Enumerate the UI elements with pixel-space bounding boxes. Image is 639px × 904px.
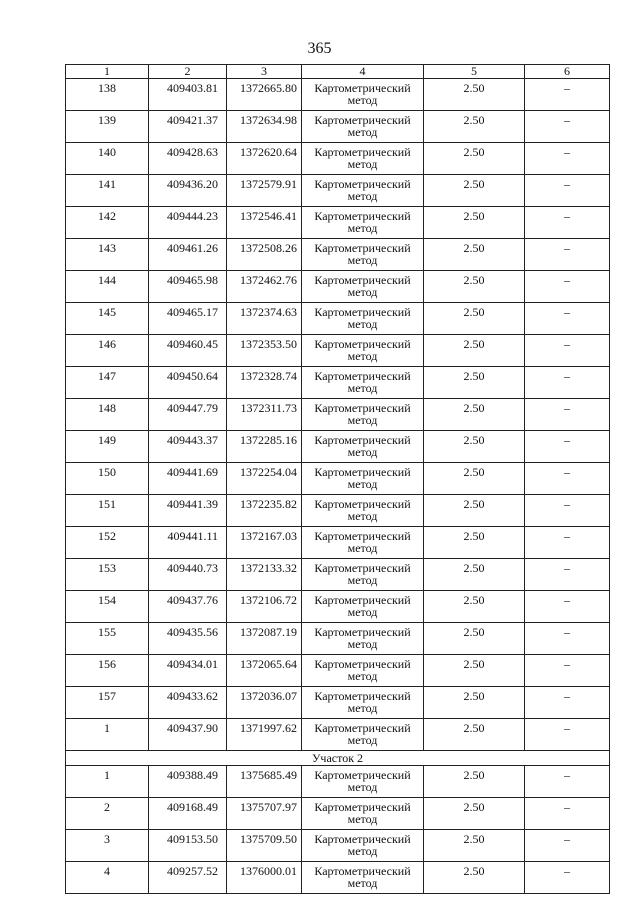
x-coordinate-cell: 409168.49	[149, 798, 227, 830]
table-row	[66, 463, 610, 495]
note-cell: –	[525, 623, 610, 655]
accuracy-cell: 2.50	[424, 111, 525, 143]
x-coordinate-cell: 409437.76	[149, 591, 227, 623]
point-number-cell: 153	[66, 559, 149, 591]
method-cell: Картометрический метод	[302, 862, 424, 894]
method-cell: Картометрический метод	[302, 335, 424, 367]
x-coordinate-cell: 409153.50	[149, 830, 227, 862]
table-row	[66, 399, 610, 431]
table-row	[66, 143, 610, 175]
column-header: 3	[227, 65, 302, 79]
method-cell: Картометрический метод	[302, 463, 424, 495]
method-cell: Картометрический метод	[302, 687, 424, 719]
point-number-cell: 157	[66, 687, 149, 719]
point-number-cell: 154	[66, 591, 149, 623]
y-coordinate-cell: 1372036.07	[227, 687, 302, 719]
table-row	[66, 303, 610, 335]
table-row	[66, 623, 610, 655]
point-number-cell: 139	[66, 111, 149, 143]
note-cell: –	[525, 367, 610, 399]
point-number-cell: 4	[66, 862, 149, 894]
table-header-row	[66, 65, 610, 79]
method-cell: Картометрический метод	[302, 111, 424, 143]
method-cell: Картометрический метод	[302, 207, 424, 239]
x-coordinate-cell: 409433.62	[149, 687, 227, 719]
note-cell: –	[525, 175, 610, 207]
point-number-cell: 150	[66, 463, 149, 495]
point-number-cell: 155	[66, 623, 149, 655]
x-coordinate-cell: 409441.39	[149, 495, 227, 527]
x-coordinate-cell: 409447.79	[149, 399, 227, 431]
note-cell: –	[525, 399, 610, 431]
note-cell: –	[525, 335, 610, 367]
accuracy-cell: 2.50	[424, 335, 525, 367]
accuracy-cell: 2.50	[424, 655, 525, 687]
method-cell: Картометрический метод	[302, 559, 424, 591]
table-row	[66, 111, 610, 143]
method-cell: Картометрический метод	[302, 527, 424, 559]
method-cell: Картометрический метод	[302, 399, 424, 431]
method-cell: Картометрический метод	[302, 367, 424, 399]
coordinates-table	[65, 64, 610, 894]
table-row	[66, 719, 610, 751]
table-row	[66, 335, 610, 367]
x-coordinate-cell: 409443.37	[149, 431, 227, 463]
accuracy-cell: 2.50	[424, 830, 525, 862]
x-coordinate-cell: 409435.56	[149, 623, 227, 655]
y-coordinate-cell: 1375707.97	[227, 798, 302, 830]
y-coordinate-cell: 1372634.98	[227, 111, 302, 143]
note-cell: –	[525, 271, 610, 303]
point-number-cell: 1	[66, 719, 149, 751]
point-number-cell: 147	[66, 367, 149, 399]
point-number-cell: 2	[66, 798, 149, 830]
note-cell: –	[525, 463, 610, 495]
table-row	[66, 591, 610, 623]
method-cell: Картометрический метод	[302, 623, 424, 655]
note-cell: –	[525, 527, 610, 559]
x-coordinate-cell: 409450.64	[149, 367, 227, 399]
x-coordinate-cell: 409461.26	[149, 239, 227, 271]
method-cell: Картометрический метод	[302, 591, 424, 623]
column-header: 2	[149, 65, 227, 79]
table-row	[66, 559, 610, 591]
accuracy-cell: 2.50	[424, 399, 525, 431]
method-cell: Картометрический метод	[302, 271, 424, 303]
point-number-cell: 146	[66, 335, 149, 367]
section-label: Участок 2	[66, 751, 610, 766]
accuracy-cell: 2.50	[424, 463, 525, 495]
column-header: 5	[424, 65, 525, 79]
accuracy-cell: 2.50	[424, 719, 525, 751]
y-coordinate-cell: 1372665.80	[227, 79, 302, 111]
method-cell: Картометрический метод	[302, 798, 424, 830]
note-cell: –	[525, 303, 610, 335]
y-coordinate-cell: 1372065.64	[227, 655, 302, 687]
method-cell: Картометрический метод	[302, 239, 424, 271]
table-row	[66, 798, 610, 830]
method-cell: Картометрический метод	[302, 79, 424, 111]
accuracy-cell: 2.50	[424, 495, 525, 527]
y-coordinate-cell: 1372133.32	[227, 559, 302, 591]
y-coordinate-cell: 1372087.19	[227, 623, 302, 655]
table-row	[66, 527, 610, 559]
accuracy-cell: 2.50	[424, 367, 525, 399]
y-coordinate-cell: 1372235.82	[227, 495, 302, 527]
note-cell: –	[525, 862, 610, 894]
x-coordinate-cell: 409441.69	[149, 463, 227, 495]
point-number-cell: 141	[66, 175, 149, 207]
column-header: 4	[302, 65, 424, 79]
x-coordinate-cell: 409403.81	[149, 79, 227, 111]
x-coordinate-cell: 409465.17	[149, 303, 227, 335]
y-coordinate-cell: 1372311.73	[227, 399, 302, 431]
x-coordinate-cell: 409421.37	[149, 111, 227, 143]
accuracy-cell: 2.50	[424, 591, 525, 623]
page-number: 365	[307, 40, 332, 57]
x-coordinate-cell: 409434.01	[149, 655, 227, 687]
note-cell: –	[525, 591, 610, 623]
x-coordinate-cell: 409440.73	[149, 559, 227, 591]
method-cell: Картометрический метод	[302, 766, 424, 798]
point-number-cell: 151	[66, 495, 149, 527]
accuracy-cell: 2.50	[424, 175, 525, 207]
y-coordinate-cell: 1372620.64	[227, 143, 302, 175]
method-cell: Картометрический метод	[302, 143, 424, 175]
y-coordinate-cell: 1375709.50	[227, 830, 302, 862]
note-cell: –	[525, 830, 610, 862]
y-coordinate-cell: 1372374.63	[227, 303, 302, 335]
y-coordinate-cell: 1375685.49	[227, 766, 302, 798]
method-cell: Картометрический метод	[302, 719, 424, 751]
accuracy-cell: 2.50	[424, 766, 525, 798]
table-row	[66, 862, 610, 894]
note-cell: –	[525, 239, 610, 271]
note-cell: –	[525, 79, 610, 111]
point-number-cell: 156	[66, 655, 149, 687]
y-coordinate-cell: 1372353.50	[227, 335, 302, 367]
x-coordinate-cell: 409441.11	[149, 527, 227, 559]
method-cell: Картометрический метод	[302, 655, 424, 687]
x-coordinate-cell: 409460.45	[149, 335, 227, 367]
point-number-cell: 1	[66, 766, 149, 798]
accuracy-cell: 2.50	[424, 798, 525, 830]
x-coordinate-cell: 409465.98	[149, 271, 227, 303]
note-cell: –	[525, 655, 610, 687]
accuracy-cell: 2.50	[424, 303, 525, 335]
accuracy-cell: 2.50	[424, 431, 525, 463]
method-cell: Картометрический метод	[302, 303, 424, 335]
accuracy-cell: 2.50	[424, 79, 525, 111]
accuracy-cell: 2.50	[424, 239, 525, 271]
accuracy-cell: 2.50	[424, 207, 525, 239]
y-coordinate-cell: 1372462.76	[227, 271, 302, 303]
y-coordinate-cell: 1372285.16	[227, 431, 302, 463]
table-row	[66, 830, 610, 862]
table-row	[66, 495, 610, 527]
x-coordinate-cell: 409388.49	[149, 766, 227, 798]
note-cell: –	[525, 111, 610, 143]
table-row	[66, 367, 610, 399]
note-cell: –	[525, 798, 610, 830]
x-coordinate-cell: 409437.90	[149, 719, 227, 751]
x-coordinate-cell: 409444.23	[149, 207, 227, 239]
point-number-cell: 140	[66, 143, 149, 175]
y-coordinate-cell: 1376000.01	[227, 862, 302, 894]
x-coordinate-cell: 409257.52	[149, 862, 227, 894]
accuracy-cell: 2.50	[424, 527, 525, 559]
note-cell: –	[525, 719, 610, 751]
point-number-cell: 145	[66, 303, 149, 335]
note-cell: –	[525, 559, 610, 591]
note-cell: –	[525, 495, 610, 527]
note-cell: –	[525, 431, 610, 463]
table-row	[66, 207, 610, 239]
accuracy-cell: 2.50	[424, 559, 525, 591]
method-cell: Картометрический метод	[302, 175, 424, 207]
y-coordinate-cell: 1372508.26	[227, 239, 302, 271]
accuracy-cell: 2.50	[424, 862, 525, 894]
table-row	[66, 271, 610, 303]
note-cell: –	[525, 207, 610, 239]
y-coordinate-cell: 1372254.04	[227, 463, 302, 495]
note-cell: –	[525, 143, 610, 175]
method-cell: Картометрический метод	[302, 495, 424, 527]
y-coordinate-cell: 1372546.41	[227, 207, 302, 239]
column-header: 1	[66, 65, 149, 79]
point-number-cell: 143	[66, 239, 149, 271]
x-coordinate-cell: 409428.63	[149, 143, 227, 175]
point-number-cell: 142	[66, 207, 149, 239]
table-row	[66, 655, 610, 687]
accuracy-cell: 2.50	[424, 623, 525, 655]
method-cell: Картометрический метод	[302, 830, 424, 862]
point-number-cell: 152	[66, 527, 149, 559]
table-row	[66, 431, 610, 463]
y-coordinate-cell: 1372167.03	[227, 527, 302, 559]
point-number-cell: 149	[66, 431, 149, 463]
point-number-cell: 144	[66, 271, 149, 303]
method-cell: Картометрический метод	[302, 431, 424, 463]
point-number-cell: 138	[66, 79, 149, 111]
note-cell: –	[525, 766, 610, 798]
table-row	[66, 79, 610, 111]
y-coordinate-cell: 1372579.91	[227, 175, 302, 207]
y-coordinate-cell: 1372106.72	[227, 591, 302, 623]
note-cell: –	[525, 687, 610, 719]
point-number-cell: 148	[66, 399, 149, 431]
accuracy-cell: 2.50	[424, 143, 525, 175]
x-coordinate-cell: 409436.20	[149, 175, 227, 207]
table-row	[66, 687, 610, 719]
section-row	[66, 751, 610, 766]
accuracy-cell: 2.50	[424, 687, 525, 719]
point-number-cell: 3	[66, 830, 149, 862]
y-coordinate-cell: 1371997.62	[227, 719, 302, 751]
table-row	[66, 766, 610, 798]
table-row	[66, 239, 610, 271]
accuracy-cell: 2.50	[424, 271, 525, 303]
table-row	[66, 175, 610, 207]
y-coordinate-cell: 1372328.74	[227, 367, 302, 399]
column-header: 6	[525, 65, 610, 79]
